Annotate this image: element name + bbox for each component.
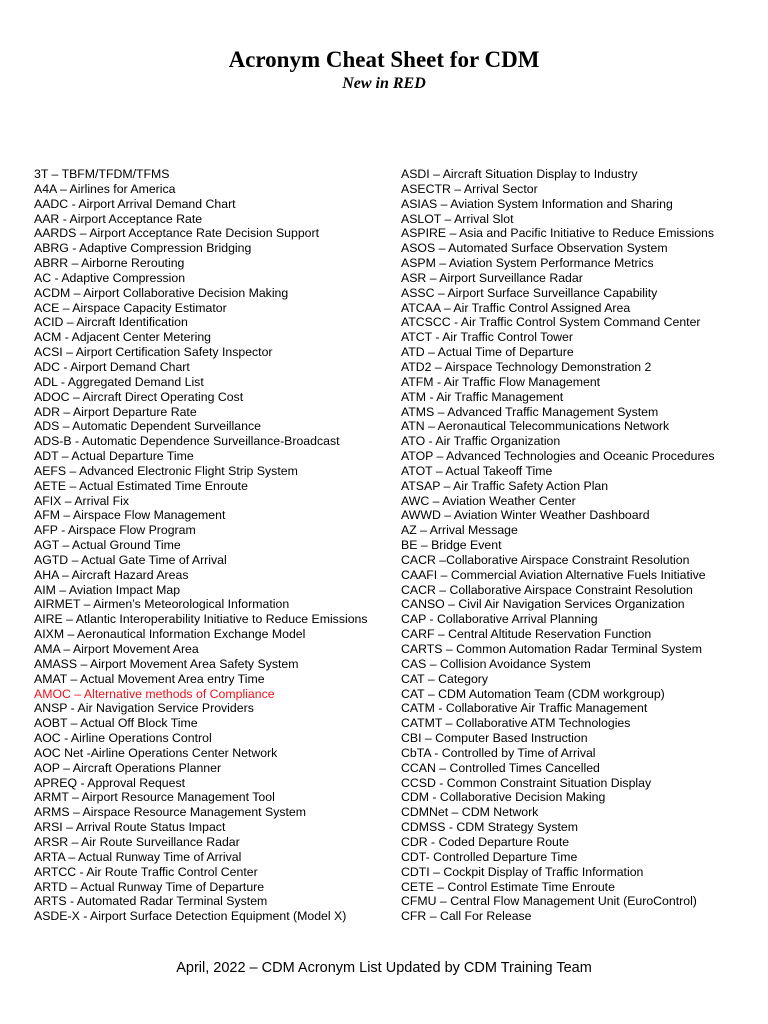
acronym-entry: ATM - Air Traffic Management	[401, 389, 564, 404]
acronym-entry: ASSC – Airport Surface Surveillance Capability	[401, 285, 658, 300]
acronym-entry: ASDI – Aircraft Situation Display to Industry	[401, 167, 638, 181]
acronym-entry: CETE – Control Estimate Time Enroute	[401, 879, 615, 894]
acronym-entry: AC - Adaptive Compression	[34, 270, 186, 285]
page-subtitle: New in RED	[342, 75, 426, 92]
acronym-entry: AWC – Aviation Weather Center	[401, 493, 576, 508]
acronym-entry: ATD2 – Airspace Technology Demonstration 2	[401, 359, 652, 374]
acronym-entry-new: AMOC – Alternative methods of Compliance	[34, 686, 275, 701]
page-footer: April, 2022 – CDM Acronym List Updated by CDM Training Team	[176, 960, 592, 976]
acronym-entry: CAAFI – Commercial Aviation Alternative Fuels Initiative	[401, 567, 706, 582]
acronym-entry: AOC Net -Airline Operations Center Network	[34, 745, 278, 760]
acronym-entry: ATD – Actual Time of Departure	[401, 345, 574, 360]
acronym-entry: CDM - Collaborative Decision Making	[401, 790, 606, 805]
acronym-entry: CARTS – Common Automation Radar Terminal System	[401, 642, 702, 656]
acronym-entry: AFIX – Arrival Fix	[34, 493, 129, 508]
acronym-entry: ANSP - Air Navigation Service Providers	[34, 701, 254, 716]
acronym-entry: ASPM – Aviation System Performance Metrics	[401, 256, 654, 271]
acronym-entry: ATSAP – Air Traffic Safety Action Plan	[401, 478, 609, 493]
acronym-entry: ATO - Air Traffic Organization	[401, 434, 561, 449]
acronym-entry: ACSI – Airport Certification Safety Inspector	[34, 345, 273, 360]
acronym-entry: ACID – Aircraft Identification	[34, 315, 188, 330]
acronym-entry: ATMS – Advanced Traffic Management System	[401, 404, 659, 419]
acronym-entry: AARDS – Airport Acceptance Rate Decision Support	[34, 226, 320, 241]
acronym-entry: AOBT – Actual Off Block Time	[34, 716, 198, 731]
acronym-entry: CACR – Collaborative Airspace Constraint Resolution	[401, 582, 693, 597]
acronym-entry: AWWD – Aviation Winter Weather Dashboard	[401, 508, 650, 523]
acronym-entry: ARTCC - Air Route Traffic Control Center	[34, 864, 258, 879]
acronym-entry: ADS-B - Automatic Dependence Surveillance-Broadcast	[34, 434, 340, 449]
acronym-entry: ACE – Airspace Capacity Estimator	[34, 300, 227, 315]
acronym-entry: AIRMET – Airmen’s Meteorological Information	[34, 597, 290, 612]
acronym-entry: ABRG - Adaptive Compression Bridging	[34, 241, 252, 256]
acronym-entry: AHA – Aircraft Hazard Areas	[34, 567, 189, 582]
page-title: Acronym Cheat Sheet for CDM	[228, 47, 540, 72]
acronym-entry: ASR – Airport Surveillance Radar	[401, 270, 583, 285]
acronym-entry: ADR – Airport Departure Rate	[34, 404, 197, 419]
acronym-entry: CCSD - Common Constraint Situation Display	[401, 775, 652, 790]
acronym-entry: ATCT - Air Traffic Control Tower	[401, 330, 573, 345]
acronym-entry: ADOC – Aircraft Direct Operating Cost	[34, 389, 244, 404]
acronym-entry: ATFM - Air Traffic Flow Management	[401, 374, 601, 389]
acronym-entry: ADS – Automatic Dependent Surveillance	[34, 419, 261, 434]
acronym-entry: ADL - Aggregated Demand List	[34, 374, 204, 389]
acronym-entry: ATOP – Advanced Technologies and Oceanic Procedures	[401, 449, 715, 464]
acronym-entry: AMA – Airport Movement Area	[34, 642, 199, 656]
acronym-entry: 3T – TBFM/TFDM/TFMS	[34, 167, 170, 181]
acronym-entry: ACDM – Airport Collaborative Decision Making	[34, 285, 289, 300]
acronym-entry: AIRE – Atlantic Interoperability Initiative to Reduce Emissions	[34, 612, 368, 627]
acronym-entry: AMASS – Airport Movement Area Safety System	[34, 656, 299, 671]
acronym-entry: AGT – Actual Ground Time	[34, 538, 181, 553]
acronym-entry: AGTD – Actual Gate Time of Arrival	[34, 552, 227, 567]
acronym-entry: AADC - Airport Arrival Demand Chart	[34, 196, 236, 211]
acronym-entry: CbTA - Controlled by Time of Arrival	[401, 745, 596, 760]
acronym-entry: CDMNet – CDM Network	[401, 805, 539, 820]
acronym-entry: CACR –Collaborative Airspace Constraint Resolution	[401, 552, 690, 567]
acronym-entry: ASDE-X - Airport Surface Detection Equipment (Model X)	[34, 909, 347, 924]
acronym-entry: ARMT – Airport Resource Management Tool	[34, 790, 275, 805]
acronym-entry: ASIAS – Aviation System Information and Sharing	[401, 196, 673, 211]
acronym-entry: ADT – Actual Departure Time	[34, 449, 194, 464]
acronym-entry: CAS – Collision Avoidance System	[401, 656, 591, 671]
acronym-entry: CAT – Category	[401, 671, 489, 686]
acronym-entry: CDR - Coded Departure Route	[401, 834, 570, 849]
acronym-entry: ASPIRE – Asia and Pacific Initiative to Reduce Emissions	[401, 226, 715, 241]
acronym-entry: CFR – Call For Release	[401, 909, 532, 924]
acronym-entry: ARSR – Air Route Surveillance Radar	[34, 834, 240, 849]
acronym-entry: CDTI – Cockpit Display of Traffic Information	[401, 864, 644, 879]
acronym-entry: AMAT – Actual Movement Area entry Time	[34, 671, 265, 686]
acronym-entry: CBI – Computer Based Instruction	[401, 731, 588, 746]
acronym-column-right	[401, 167, 747, 924]
acronym-entry: AZ – Arrival Message	[401, 523, 518, 538]
acronym-entry: AOP – Aircraft Operations Planner	[34, 760, 222, 775]
acronym-entry: CARF – Central Altitude Reservation Function	[401, 627, 652, 642]
acronym-entry: CCAN – Controlled Times Cancelled	[401, 760, 600, 775]
acronym-entry: ARMS – Airspace Resource Management System	[34, 805, 307, 820]
acronym-entry: CFMU – Central Flow Management Unit (EuroControl)	[401, 894, 697, 909]
acronym-entry: AIM – Aviation Impact Map	[34, 582, 181, 597]
acronym-entry: ASECTR – Arrival Sector	[401, 181, 538, 196]
acronym-entry: ARSI – Arrival Route Status Impact	[34, 820, 226, 835]
acronym-entry: CATM - Collaborative Air Traffic Management	[401, 701, 648, 716]
acronym-entry: AEFS – Advanced Electronic Flight Strip System	[34, 463, 298, 478]
acronym-entry: CAT – CDM Automation Team (CDM workgroup)	[401, 686, 665, 701]
acronym-entry: ASLOT – Arrival Slot	[401, 211, 514, 226]
acronym-entry: AFP - Airspace Flow Program	[34, 523, 196, 538]
acronym-entry: CDMSS - CDM Strategy System	[401, 820, 578, 835]
acronym-entry: A4A – Airlines for America	[34, 181, 176, 196]
acronym-entry: AIXM – Aeronautical Information Exchange Model	[34, 627, 306, 642]
acronym-entry: AAR - Airport Acceptance Rate	[34, 211, 203, 226]
acronym-entry: AETE – Actual Estimated Time Enroute	[34, 478, 248, 493]
acronym-entry: ARTA – Actual Runway Time of Arrival	[34, 849, 242, 864]
acronym-entry: CANSO – Civil Air Navigation Services Organization	[401, 597, 685, 612]
acronym-entry: ASOS – Automated Surface Observation System	[401, 241, 668, 256]
acronym-column-left	[34, 167, 370, 924]
acronym-entry: ATCSCC - Air Traffic Control System Command Center	[401, 315, 701, 330]
acronym-entry: CAP - Collaborative Arrival Planning	[401, 612, 598, 627]
acronym-entry: ATN – Aeronautical Telecommunications Network	[401, 419, 670, 434]
acronym-entry: ATCAA – Air Traffic Control Assigned Area	[401, 300, 631, 315]
acronym-entry: ATOT – Actual Takeoff Time	[401, 463, 553, 478]
acronym-entry: AOC - Airline Operations Control	[34, 731, 212, 746]
acronym-entry: CATMT – Collaborative ATM Technologies	[401, 716, 631, 731]
acronym-entry: AFM – Airspace Flow Management	[34, 508, 226, 523]
acronym-entry: CDT- Controlled Departure Time	[401, 849, 578, 864]
acronym-entry: BE – Bridge Event	[401, 538, 502, 553]
acronym-entry: ARTS - Automated Radar Terminal System	[34, 894, 268, 909]
acronym-entry: APREQ - Approval Request	[34, 775, 186, 790]
acronym-entry: ACM - Adjacent Center Metering	[34, 330, 212, 345]
acronym-entry: ARTD – Actual Runway Time of Departure	[34, 879, 265, 894]
acronym-entry: ABRR – Airborne Rerouting	[34, 256, 185, 271]
acronym-entry: ADC - Airport Demand Chart	[34, 359, 190, 374]
